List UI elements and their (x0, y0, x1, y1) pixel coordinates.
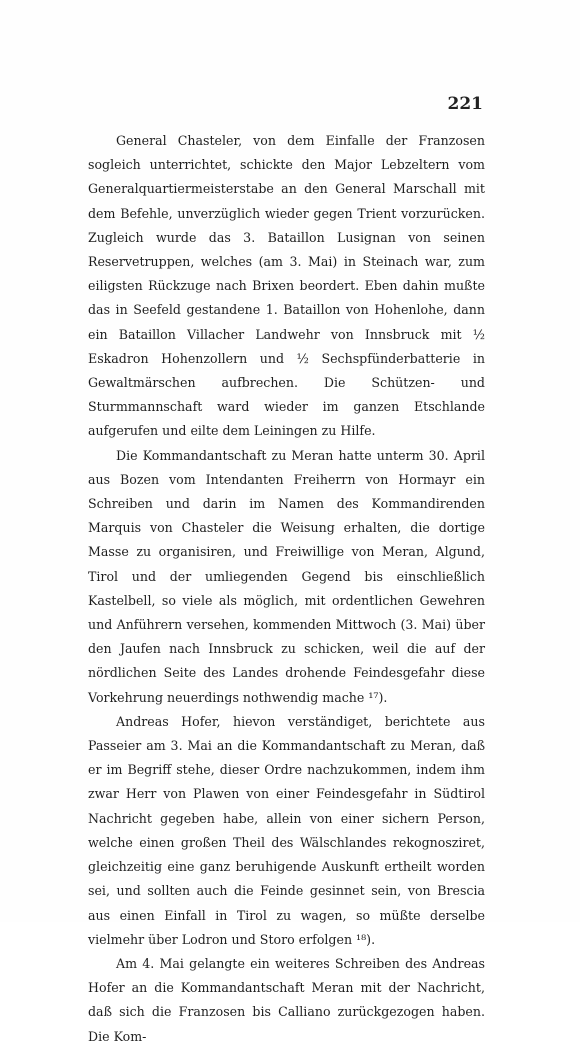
page-number: 221 (447, 94, 483, 114)
paragraph-1: General Chasteler, von dem Einfalle der Franzosen sogleich unterrichtet, schickte den Major Lebzeltern vom Generalquartiermeisterstabe an den General Marschall mit dem Befehle, unverzüglich wieder gegen Trient vorzurücken. Zugleich wurde das 3. Bataillon Lusignan von seinen Reservetruppen, welches (am 3. Mai) in Steinach war, zum eiligsten Rückzuge nach Brixen beordert. Eben dahin mußte das in Seefeld gestandene 1. Bataillon von Hohenlohe, dann ein Bataillon Villacher Landwehr von Innsbruck mit ½ Eskadron Hohenzollern und ½ Sechspfünderbatterie in Gewaltmärschen aufbrechen. Die Schützen- und Sturmmannschaft ward wieder im ganzen Etschlande aufgerufen und eilte dem Leiningen zu Hilfe. (88, 133, 485, 439)
paragraph-4: Am 4. Mai gelangte ein weiteres Schreiben des Andreas Hofer an die Kommandantschaft Meran mit der Nachricht, daß sich die Franzosen bis Calliano zurückgezogen haben. Die Kom- (88, 955, 485, 1044)
paragraph-2: Die Kommandantschaft zu Meran hatte unterm 30. April aus Bozen vom Intendanten Freiherrn von Hormayr ein Schreiben und darin im Namen des Kommandirenden Marquis von Chasteler die Weisung erhalten, die dortige Masse zu organisiren, und Freiwillige von Meran, Algund, Tirol und der umliegenden Gegend bis einschließlich Kastelbell, so viele als möglich, mit ordentlichen Gewehren und Anführern versehen, kommenden Mittwoch (3. Mai) über den Jaufen nach Innsbruck zu schicken, weil die auf der nördlichen Seite des Landes drohende Feindesgefahr diese Vorkehrung neuerdings nothwendig mache ¹⁷). (88, 447, 485, 705)
body-text (88, 129, 485, 1049)
paragraph-3: Andreas Hofer, hievon verständiget, berichtete aus Passeier am 3. Mai an die Kommandantschaft zu Meran, daß er im Begriff stehe, dieser Ordre nachzukommen, indem ihm zwar Herr von Plawen von einer Feindesgefahr in Südtirol Nachricht gegeben habe, allein von einer sichern Person, welche einen großen Theil des Wälschlandes rekognosziret, gleichzeitig eine ganz beruhigende Auskunft ertheilt worden sei, und sollten auch die Feinde gesinnet sein, von Brescia aus einen Einfall in Tirol zu wagen, so müßte derselbe vielmehr über Lodron und Storo erfolgen ¹⁸). (88, 713, 485, 947)
